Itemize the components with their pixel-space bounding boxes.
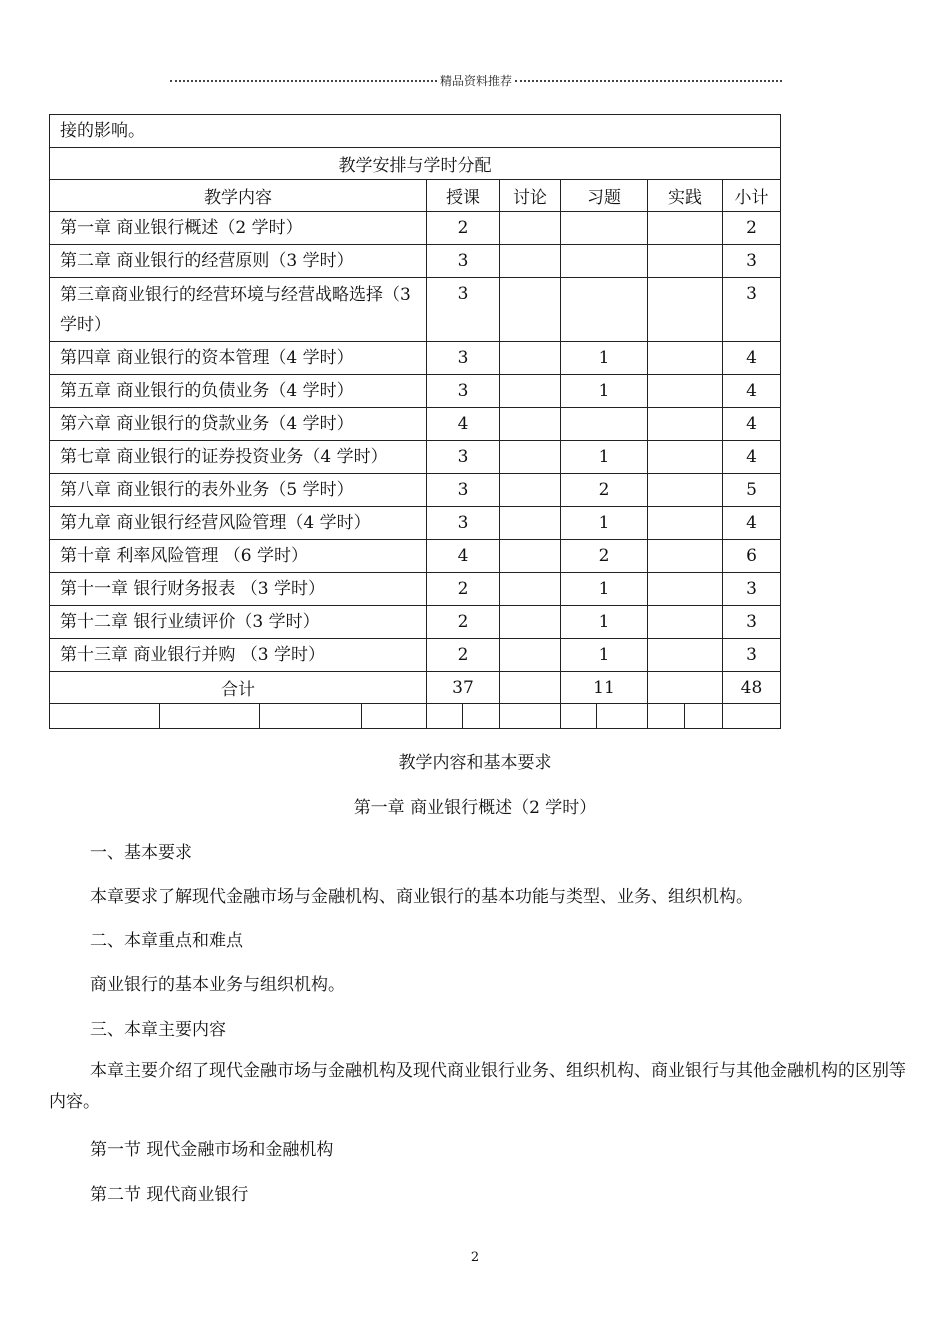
row-content: 第三章商业银行的经营环境与经营战略选择（3 学时）	[50, 278, 427, 342]
row-exercise	[561, 245, 648, 278]
row-exercise: 2	[561, 540, 648, 573]
row-subtotal: 4	[723, 342, 781, 375]
row-exercise	[561, 278, 648, 342]
table-row	[50, 573, 781, 606]
row-discussion	[500, 212, 561, 245]
row-lecture: 2	[427, 639, 500, 672]
row-exercise: 1	[561, 573, 648, 606]
row-practice	[648, 245, 723, 278]
row-lecture: 3	[427, 375, 500, 408]
row-exercise	[561, 212, 648, 245]
empty-cell	[723, 704, 781, 729]
main-content-text: 本章主要介绍了现代金融市场与金融机构及现代商业银行业务、组织机构、商业银行与其他金融机构的区别等内容。	[49, 1061, 906, 1112]
empty-cell	[597, 704, 648, 729]
table-row	[50, 639, 781, 672]
col-header-discussion: 讨论	[500, 180, 561, 212]
key-points-text: 商业银行的基本业务与组织机构。	[90, 975, 345, 995]
empty-cell	[160, 704, 260, 729]
row-discussion	[500, 507, 561, 540]
requirements-text: 本章要求了解现代金融市场与金融机构、商业银行的基本功能与类型、业务、组织机构。	[90, 887, 753, 907]
total-practice	[648, 672, 723, 704]
row-content: 第八章 商业银行的表外业务（5 学时）	[50, 474, 427, 507]
row-lecture: 3	[427, 342, 500, 375]
row-discussion	[500, 375, 561, 408]
schedule-table	[49, 114, 781, 729]
row-practice	[648, 342, 723, 375]
empty-cell	[463, 704, 500, 729]
table-row	[50, 474, 781, 507]
row-exercise: 2	[561, 474, 648, 507]
row-content: 第九章 商业银行经营风险管理（4 学时）	[50, 507, 427, 540]
row-lecture: 3	[427, 441, 500, 474]
empty-cell	[648, 704, 685, 729]
row-practice	[648, 606, 723, 639]
row-practice	[648, 278, 723, 342]
row-lecture: 3	[427, 278, 500, 342]
section-heading-requirements: 一、基本要求	[90, 843, 192, 863]
row-practice	[648, 540, 723, 573]
row-discussion	[500, 639, 561, 672]
row-discussion	[500, 573, 561, 606]
table-row	[50, 408, 781, 441]
row-practice	[648, 639, 723, 672]
chapter-title: 第一章 商业银行概述（2 学时）	[353, 798, 597, 818]
row-subtotal: 5	[723, 474, 781, 507]
row-practice	[648, 375, 723, 408]
row-exercise: 1	[561, 342, 648, 375]
header-dots-right	[515, 80, 782, 82]
row-exercise: 1	[561, 441, 648, 474]
empty-cell	[561, 704, 597, 729]
section-heading-key-points: 二、本章重点和难点	[90, 931, 243, 951]
table-row	[50, 212, 781, 245]
empty-grid-row	[50, 704, 781, 729]
row-lecture: 4	[427, 540, 500, 573]
empty-cell	[500, 704, 561, 729]
row-discussion	[500, 606, 561, 639]
section-one: 第一节 现代金融市场和金融机构	[90, 1140, 334, 1160]
row-subtotal: 3	[723, 573, 781, 606]
table-continuation-text: 接的影响。	[50, 115, 781, 148]
table-row	[50, 342, 781, 375]
row-exercise: 1	[561, 375, 648, 408]
row-subtotal: 4	[723, 408, 781, 441]
row-lecture: 2	[427, 573, 500, 606]
col-header-practice: 实践	[648, 180, 723, 212]
empty-cell	[260, 704, 362, 729]
empty-cell	[362, 704, 427, 729]
row-practice	[648, 474, 723, 507]
row-practice	[648, 573, 723, 606]
table-row	[50, 441, 781, 474]
row-discussion	[500, 245, 561, 278]
row-lecture: 3	[427, 507, 500, 540]
row-content: 第四章 商业银行的资本管理（4 学时）	[50, 342, 427, 375]
row-subtotal: 4	[723, 441, 781, 474]
row-exercise: 1	[561, 606, 648, 639]
table-row	[50, 540, 781, 573]
row-discussion	[500, 540, 561, 573]
row-lecture: 2	[427, 606, 500, 639]
row-exercise: 1	[561, 507, 648, 540]
table-row	[50, 606, 781, 639]
row-practice	[648, 507, 723, 540]
row-discussion	[500, 342, 561, 375]
row-lecture: 2	[427, 212, 500, 245]
row-subtotal: 2	[723, 212, 781, 245]
row-subtotal: 3	[723, 245, 781, 278]
row-practice	[648, 408, 723, 441]
row-content: 第七章 商业银行的证券投资业务（4 学时）	[50, 441, 427, 474]
row-content: 第十一章 银行财务报表 （3 学时）	[50, 573, 427, 606]
row-content: 第五章 商业银行的负债业务（4 学时）	[50, 375, 427, 408]
row-lecture: 4	[427, 408, 500, 441]
row-exercise	[561, 408, 648, 441]
total-lecture: 37	[427, 672, 500, 704]
row-lecture: 3	[427, 474, 500, 507]
content-heading: 教学内容和基本要求	[398, 753, 552, 773]
page-header	[170, 70, 782, 90]
row-discussion	[500, 441, 561, 474]
row-content: 第十章 利率风险管理 （6 学时）	[50, 540, 427, 573]
empty-cell	[685, 704, 723, 729]
row-content: 第六章 商业银行的贷款业务（4 学时）	[50, 408, 427, 441]
total-exercise: 11	[561, 672, 648, 704]
row-subtotal: 4	[723, 507, 781, 540]
table-row	[50, 375, 781, 408]
page-number: 2	[470, 1250, 480, 1265]
row-practice	[648, 441, 723, 474]
row-subtotal: 3	[723, 278, 781, 342]
empty-cell	[427, 704, 463, 729]
col-header-subtotal: 小计	[723, 180, 781, 212]
section-heading-main-content: 三、本章主要内容	[90, 1020, 226, 1040]
table-row	[50, 278, 781, 342]
empty-cell	[50, 704, 160, 729]
section-two: 第二节 现代商业银行	[90, 1185, 249, 1205]
row-exercise: 1	[561, 639, 648, 672]
row-content: 第十二章 银行业绩评价（3 学时）	[50, 606, 427, 639]
row-discussion	[500, 278, 561, 342]
row-content: 第十三章 商业银行并购 （3 学时）	[50, 639, 427, 672]
row-practice	[648, 212, 723, 245]
row-content: 第一章 商业银行概述（2 学时）	[50, 212, 427, 245]
row-subtotal: 3	[723, 639, 781, 672]
col-header-lecture: 授课	[427, 180, 500, 212]
table-row	[50, 245, 781, 278]
header-dots-left	[170, 80, 437, 82]
row-discussion	[500, 408, 561, 441]
row-subtotal: 6	[723, 540, 781, 573]
total-row	[50, 672, 781, 704]
row-subtotal: 3	[723, 606, 781, 639]
total-subtotal: 48	[723, 672, 781, 704]
col-header-content: 教学内容	[50, 180, 427, 212]
table-row	[50, 507, 781, 540]
total-discussion	[500, 672, 561, 704]
total-label: 合计	[50, 672, 427, 704]
row-subtotal: 4	[723, 375, 781, 408]
header-text: 精品资料推荐	[440, 73, 513, 88]
table-title: 教学安排与学时分配	[50, 148, 781, 180]
col-header-exercise: 习题	[561, 180, 648, 212]
row-lecture: 3	[427, 245, 500, 278]
row-discussion	[500, 474, 561, 507]
row-content: 第二章 商业银行的经营原则（3 学时）	[50, 245, 427, 278]
